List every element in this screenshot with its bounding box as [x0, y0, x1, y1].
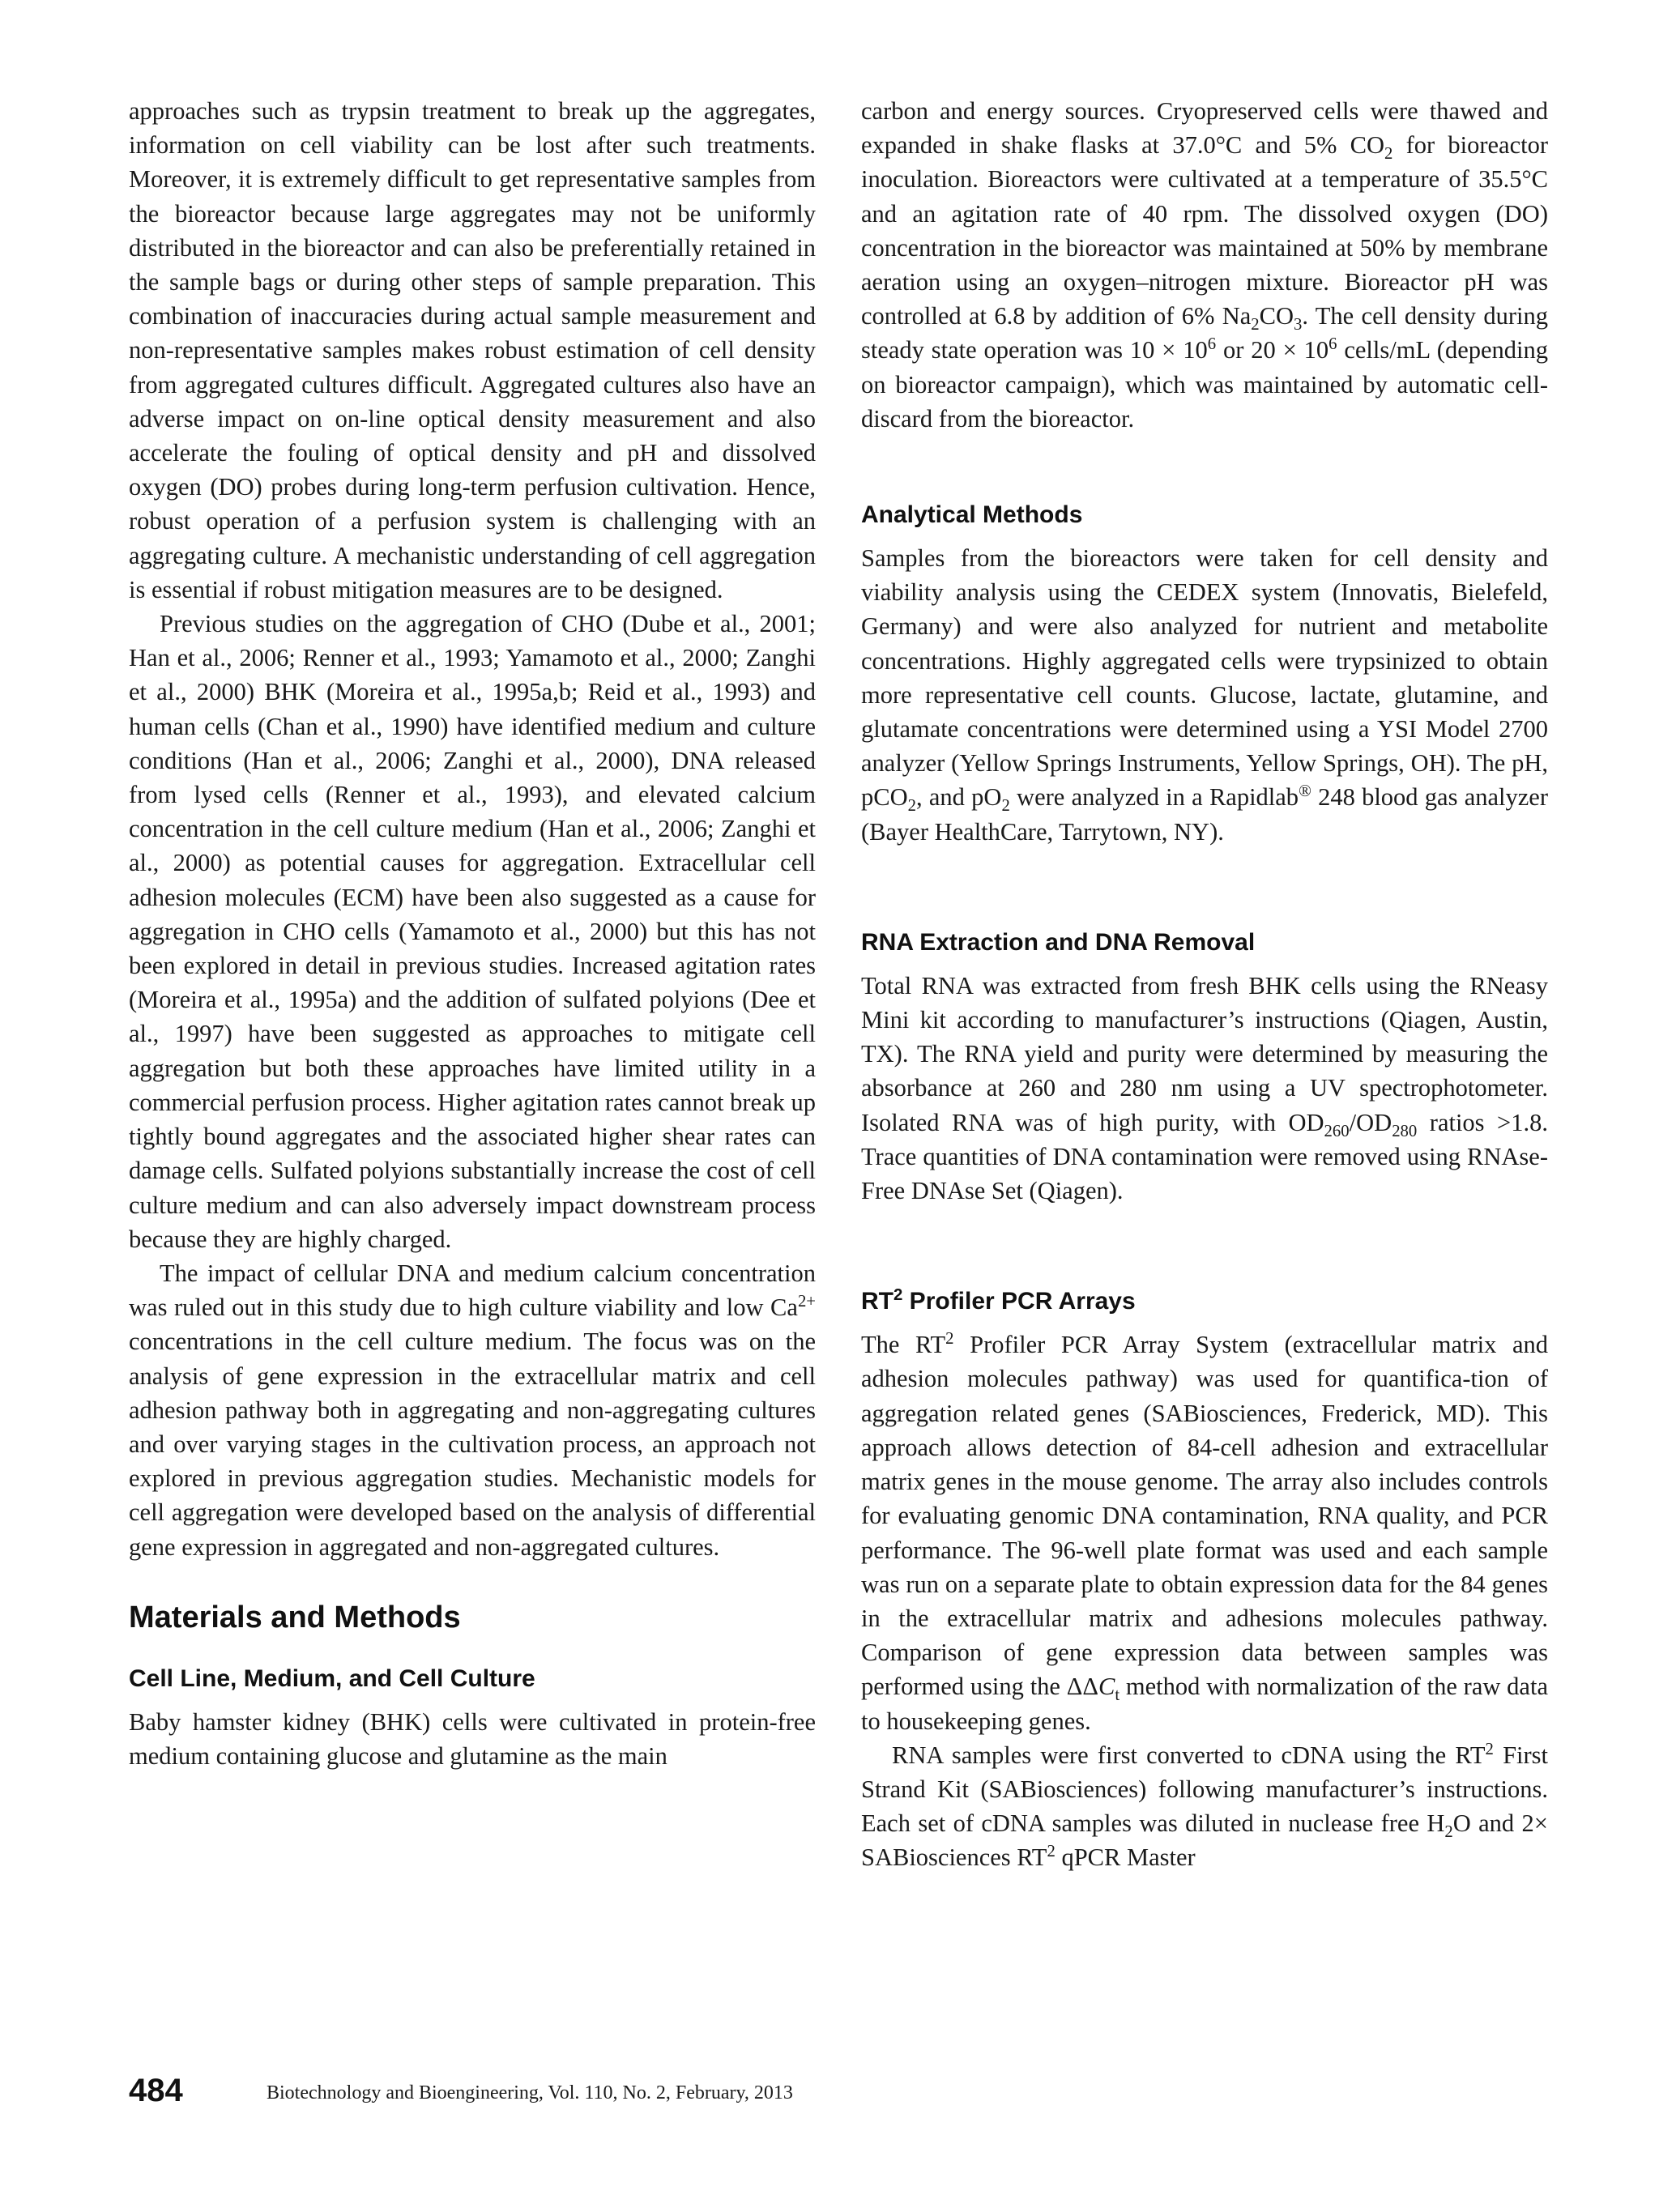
subscript: 280: [1392, 1122, 1418, 1140]
italic-symbol: C: [1098, 1673, 1115, 1701]
text-run: method with normalization of the raw data to housekeeping genes.: [861, 1673, 1548, 1735]
body-paragraph: [861, 94, 1548, 436]
text-run: Total RNA was extracted from fresh BHK cells using the RNeasy Mini kit according to manufacturer’s instructions (Qiagen, Austin, TX). The RNA yield and purity were determined by measuring the absorbance at 260 and 280 nm using a UV spectrophotometer. Isolated RNA was of high purity, with OD: [861, 971, 1548, 1136]
section-heading: Materials and Methods: [129, 1600, 461, 1634]
subscript: 2: [1001, 797, 1010, 816]
text-run: were analyzed in a Rapidlab: [1009, 783, 1299, 812]
body-paragraph: [861, 969, 1548, 1208]
text-run: First Strand Kit (SABiosciences) following manufacturer’s instructions. Each set of cDNA samples was diluted in nuclease free H: [861, 1741, 1549, 1838]
text-run: Samples from the bioreactors were taken for cell density and viability analysis using the CEDEX system (Innovatis, Bielefeld, Germany) and were also analyzed for nutrient and metabolite concentrations. Highly aggregated cells were trypsinized to obtain more representative cell counts. Glucose, lactate, glutamine, and glutamate concentrations were determined using a YSI Model 2700 analyzer (Yellow Springs Instruments, Yellow Springs, OH). The pH, pCO: [861, 544, 1548, 812]
text-run: ratios >1.8. Trace quantities of DNA contamination were removed using RNAse-Free DNAse Set (Qiagen).: [861, 1108, 1548, 1205]
superscript: 2: [1485, 1740, 1494, 1758]
body-paragraph: [129, 1256, 816, 1564]
subsection-heading: Cell Line, Medium, and Cell Culture: [129, 1664, 535, 1692]
subsection-heading: Analytical Methods: [861, 501, 1083, 529]
text-run: for bioreactor inoculation. Bioreactors were cultivated at a temperature of 35.5°C and an agitation rate of 40 rpm. The dissolved oxygen (DO) concentration in the bioreactor was maintained at 50% by membrane aeration using an oxygen–nitrogen mixture. Bioreactor pH was controlled at 6.8 by addition of 6% Na: [861, 131, 1548, 330]
left-column: [129, 94, 816, 1773]
body-paragraph: Previous studies on the aggregation of CHO (Dube et al., 2001; Han et al., 2006; Renner et al., 1993; Yamamoto et al., 2000; Zanghi et al., 2000) BHK (Moreira et al., 1995a,b; Reid et al., 1993) and human cells (Chan et al., 1990) have identified medium and culture conditions (Han et al., 2006; Zanghi et al., 2000), DNA released from lysed cells (Renner et al., 1993), and elevated calcium concentration in the cell culture medium (Han et al., 2006; Zanghi et al., 2000) as potential causes for aggregation. Extracellular cell adhesion molecules (ECM) have been also suggested as a cause for aggregation in CHO cells (Yamamoto et al., 2000) but this has not been explored in detail in previous studies. Increased agitation rates (Moreira et al., 1995a) and the addition of sulfated polyions (Dee et al., 1997) have been suggested as approaches to mitigate cell aggregation but both these approaches have limited utility in a commercial perfusion process. Higher agitation rates cannot break up tightly bound aggregates and the associated higher shear rates can damage cells. Sulfated polyions substantially increase the cost of cell culture medium and can also adversely impact downstream process because they are highly charged.: [129, 610, 816, 1253]
text-run: . The cell density during steady state operation was 10 × 10: [861, 302, 1548, 364]
subscript: 2: [907, 797, 916, 816]
body-paragraph: approaches such as trypsin treatment to break up the aggregates, information on cell viability can be lost after such treatments. Moreover, it is extremely difficult to get representative samples from the bioreactor because large aggregates may not be uniformly distributed in the bioreactor and can also be preferentially retained in the sample bags or during other steps of sample preparation. This combination of inaccuracies during actual sample measurement and non-representative samples makes robust estimation of cell density from aggregated cultures difficult. Aggregated cultures also have an adverse impact on on-line optical density measurement and also accelerate the fouling of optical density and pH and dissolved oxygen (DO) probes during long-term perfusion cultivation. Hence, robust operation of a perfusion system is challenging with an aggregating culture. A mechanistic understanding of cell aggregation is essential if robust mitigation measures are to be designed.: [129, 97, 816, 603]
superscript: 2: [945, 1330, 954, 1349]
text-run: , and pO: [916, 783, 1002, 812]
text-run: O and 2× SABiosciences RT: [861, 1809, 1548, 1872]
text-run: qPCR Master: [1055, 1843, 1196, 1872]
text-run: cells/mL (depending on bioreactor campaign), which was maintained by automatic cell-discard from the bioreactor.: [861, 336, 1548, 433]
journal-reference: Biotechnology and Bioengineering, Vol. 110, No. 2, February, 2013: [267, 2082, 793, 2103]
superscript: 2: [893, 1286, 903, 1305]
text-run: RT: [861, 1288, 893, 1315]
superscript: ®: [1299, 782, 1311, 801]
subscript: t: [1115, 1686, 1120, 1705]
text-run: The RT: [861, 1331, 946, 1359]
subscript: 2: [1444, 1823, 1453, 1842]
text-run: CO: [1259, 302, 1294, 330]
text-run: concentrations in the cell culture medium. The focus was on the analysis of gene expression in the extracellular matrix and cell adhesion pathway both in aggregating and non-aggregating cultures and over varying stages in the cultivation process, an approach not explored in previous aggregation studies. Mechanistic models for cell aggregation were developed based on the analysis of differential gene expression in aggregated and non-aggregated cultures.: [129, 1328, 816, 1561]
subsection-heading: RNA Extraction and DNA Removal: [861, 928, 1256, 956]
superscript: 6: [1328, 335, 1337, 354]
body-paragraph: [861, 1328, 1548, 1737]
text-run: The impact of cellular DNA and medium calcium concentration was ruled out in this study due to high culture viability and low Ca: [129, 1259, 816, 1322]
text-run: or 20 × 10: [1216, 336, 1329, 364]
subscript: 3: [1294, 316, 1303, 335]
subscript: 2: [1251, 316, 1260, 335]
body-paragraph: Baby hamster kidney (BHK) cells were cultivated in protein-free medium containing glucose and glutamine as the main: [129, 1707, 816, 1770]
text-run: RNA samples were first converted to cDNA using the RT: [892, 1741, 1486, 1769]
text-run: carbon and energy sources. Cryopreserved cells were thawed and expanded in shake flasks at 37.0°C and 5% CO: [861, 97, 1548, 160]
superscript: 6: [1207, 335, 1217, 354]
text-run: Profiler PCR Arrays: [902, 1288, 1136, 1315]
body-paragraph: [861, 541, 1548, 849]
text-run: Profiler PCR Array System (extracellular matrix and adhesion molecules pathway) was used for quantifica-tion of aggregation related genes (SABiosciences, Frederick, MD). This approach allows detection of 84-cell adhesion and extracellular matrix genes in the mouse genome. The array also includes controls for evaluating genomic DNA contamination, RNA quality, and PCR performance. The 96-well plate format was used and each sample was run on a separate plate to obtain expression data for the 84 genes in the extracellular matrix and adhesions molecules pathway. Comparison of gene expression data between samples was performed using the ΔΔ: [861, 1331, 1548, 1701]
subscript: 2: [1384, 145, 1393, 164]
right-column: [861, 94, 1548, 1875]
page-number: 484: [129, 2073, 183, 2108]
text-run: 248 blood gas analyzer (Bayer HealthCare, Tarrytown, NY).: [861, 783, 1548, 846]
page-footer: [129, 2070, 825, 2111]
superscript: 2: [1047, 1843, 1056, 1861]
body-paragraph: [861, 1738, 1548, 1875]
subscript: 260: [1324, 1122, 1350, 1140]
superscript: 2+: [797, 1292, 816, 1311]
text-run: /OD: [1349, 1108, 1392, 1136]
subsection-heading: [861, 1285, 1548, 1318]
